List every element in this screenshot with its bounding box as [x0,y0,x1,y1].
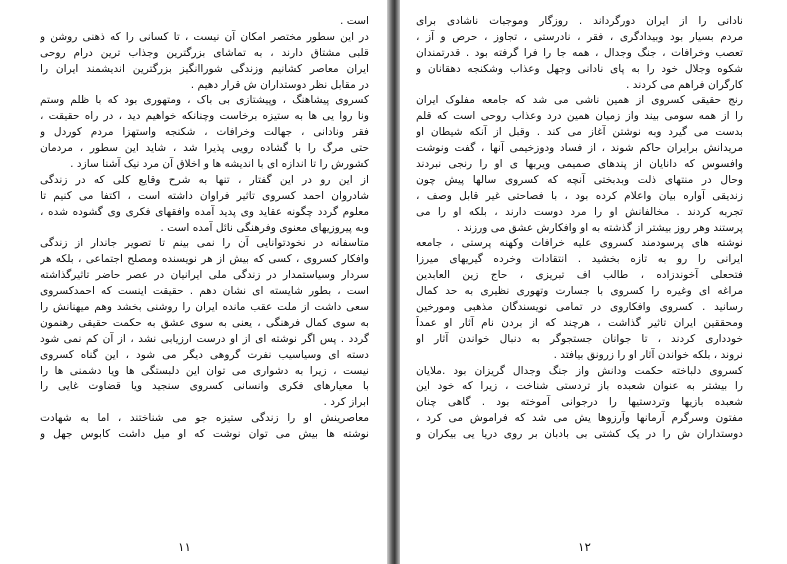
text-line: تعصب وخرافات ، جنگ وجدال ، همه جا را فرا گرفته بود . قدرتمندان [416,46,743,59]
text-line: است ، بطور شایسته ای نشان دهم . حقیقت اینست که احمدکسروی [40,285,369,298]
text-line: نادانی را از ایران دورگرداند . روزگار وموجبات ناشادی برای [416,15,743,27]
text-line: بدست می گیرد وبه نوشتن آغاز می کند . وقبل از آنکه شیطان او [416,126,743,139]
text-line: معاصرینش او را زندگی ستیزه جو می شناختند ، اما به شهادت [40,412,369,425]
text-line: ومحققین ایران تاثیر گذاشت ، هرچند که از بردن نام آثار او عمداً [416,316,743,329]
text-line: پرستند وهر روز بیشتر از گذشته به او وافکارش عشق می ورزند . [456,221,743,234]
text-line: سردار وسیاستمدار در زندگی ملی ایرانیان در عصر حاضر تاثیرگذاشته [40,269,369,282]
text-line: کسروی پیشاهنگ ، وپیشتازی بی باک ، ومتهوری بود که با ظلم وستم [40,94,369,107]
text-line: مفتون وسرگرم آرمانها وآرزوها یش می شد که فراموش می کرد ، [416,412,743,425]
text-line: رنج حقیقی کسروی از همین ناشی می شد که جامعه مفلوک ایران [416,94,743,107]
text-line: شعبده بازیها وتردستیها را درجوانی آموخته بود . گاهی چنان [416,396,743,409]
text-line: گردد . پس اگر نوشته ای از او درست ارزیابی نشد ، از آن کم نمی شود [40,332,369,345]
right-page-text [416,14,743,443]
text-line: کارگران فراهم می کردند . [626,78,743,91]
text-line: فتحعلی آخوندزاده ، طالب اف تبریزی ، حاج زین العابدین [416,269,743,282]
text-line: وبه پیروزیهای معنوی وفرهنگی نائل آمده است . [160,221,369,234]
text-line: مراغه ای وغیره را کسروی با جسارت وتهوری نظیری به حد کمال [416,285,743,298]
book-gutter [387,0,400,564]
text-line: وافسوس که دانایان از پندهای صمیمی ویربها ی او را رنجی نبردند [416,158,743,171]
text-line: کسروی دلباخته حکمت ودانش واز جنگ وجدال گریزان بود .ملایان [416,364,743,377]
text-line: نوشته ها بیش می توان نوشت که او میل داشت کابوس جهل و [40,428,369,441]
text-line: نروند ، بلکه خواندن آثار او را زرونق بیافتد . [553,348,743,361]
text-line: قلبی مشتاق دارند ، به تماشای بزرگترین وجذاب ترین درام روحی [40,46,369,59]
text-line: را بیشتر به عنوان شعبده باز تردستی شناخت ، زیرا که خود این [416,380,743,393]
text-line: در مقابل نظر دوستداران ش قرار دهیم . [190,78,369,91]
left-page-text [40,14,369,443]
text-line: فقر ونادانی ، جهالت وخرافات ، شکنجه واستهزا مردم کوردل و [40,126,369,139]
text-line: سعی داشت از ملت عقب مانده ایران را روشنی بخشد وهم میهنانش را [40,301,369,314]
text-line: شکوه وجلال خود را به پای نادانی وجهل وعذاب وشکنجه دهقانان و [416,62,743,75]
text-line: از این رو در این گفتار ، تنها به شرح وقایع کلی که در زندگی [40,173,369,186]
text-line: خودداری کردند ، تا جوانان جستجوگر به دنبال خواندن آثار او [416,332,743,345]
text-line: نوشته های پرسودمند کسروی علیه خرافات وکهنه پرستی ، جامعه [416,237,743,250]
text-line: ابراز کرد . [323,396,369,409]
right-page-number: ۱۲ [578,540,591,554]
text-line: شادروان احمد کسروی تاثیر فراوان داشته است ، اکتفا می کنیم تا [40,189,369,202]
text-line: وحال در منتهای ذلت وبدبختی آنچه که کسروی سالها پیش چون [416,173,743,186]
text-line: تجربه کردند . مخالفانش او را مرد دوست دارند ، بلکه او را می [416,205,743,218]
text-line: دوستداران ش را در یک کشتی بی بادبان بر روی دریا یی بیکران و [416,428,743,441]
text-line: حتی مرگ را با گشاده رویی پذیرا شد ، شاید این سطور ، مردمان [40,142,369,155]
text-line: متاسفانه در نخودتوانایی آن را نمی بینم تا تصویر جاندار از زندگی [40,237,369,250]
text-line: به سوی کمال فرهنگی ، یعنی به سوی عشق به حکمت حقیقی رهنمون [40,316,369,329]
text-line: معلوم گردد چگونه عقاید وی پدید آمده وافقهای فکری وی گشوده شده ، [40,205,369,218]
text-line: دسته ای وسیاسیب نفرت گروهی دیگر می شود ، این گناه کسروی [40,348,369,361]
text-line: مردم بسیار بود وبیدادگری ، فقر ، نادرستی ، تجاوز ، حرص و آز ، [416,30,743,43]
text-line: است . [340,15,369,27]
text-line: وافکار کسروی ، کسی که بیش از هر نویسنده ومصلح اجتماعی ، بلکه هر [40,253,369,266]
right-page [400,0,787,564]
left-page [0,0,387,564]
text-line: با معیارهای فکری وانسانی کسروی سنجید ویا قضاوت غایی را [40,380,369,393]
text-line: رسانید . کسروی وافکاروی در تمامی نویسندگان مذهبی ومورخین [416,301,743,314]
text-line: ایران معاصر کشانیم وزندگی شوراانگیز بزرگترین اندیشمند ایران را [40,62,369,75]
text-line: کشورش را تا اندازه ای با اندیشه ها و اخلاق آن مرد نیک آشنا سازد . [70,158,369,171]
text-line: را از همه سومی بیند واز زمیان همین درد وعذاب روحی است که قلم [416,110,743,123]
text-line: ونا روا یی ها به ستیزه برخاست وچنانکه خواهیم دید ، در راه حقیقت ، [40,110,369,123]
text-line: مریدانش برایران حاکم شوند ، از فساد ودوزخیمی آنها ، گفت ونوشت [416,142,743,155]
text-line: نیست ، زیرا به دشواری می توان این دلبستگی ها ویا دشمنی ها را [40,364,369,377]
text-line: ایرانی را رو به تازه بخشید . انتقادات وخرده گیریهای میرزا [416,253,743,266]
text-line: زندیقی آواره بیان واعلام کرده بود ، با فصاحتی غیر قابل وصف ، [416,189,743,202]
left-page-number: ۱۱ [178,540,191,554]
text-line: در این سطور مختصر امکان آن نیست ، تا کسانی را که ذهنی روشن و [40,30,369,43]
